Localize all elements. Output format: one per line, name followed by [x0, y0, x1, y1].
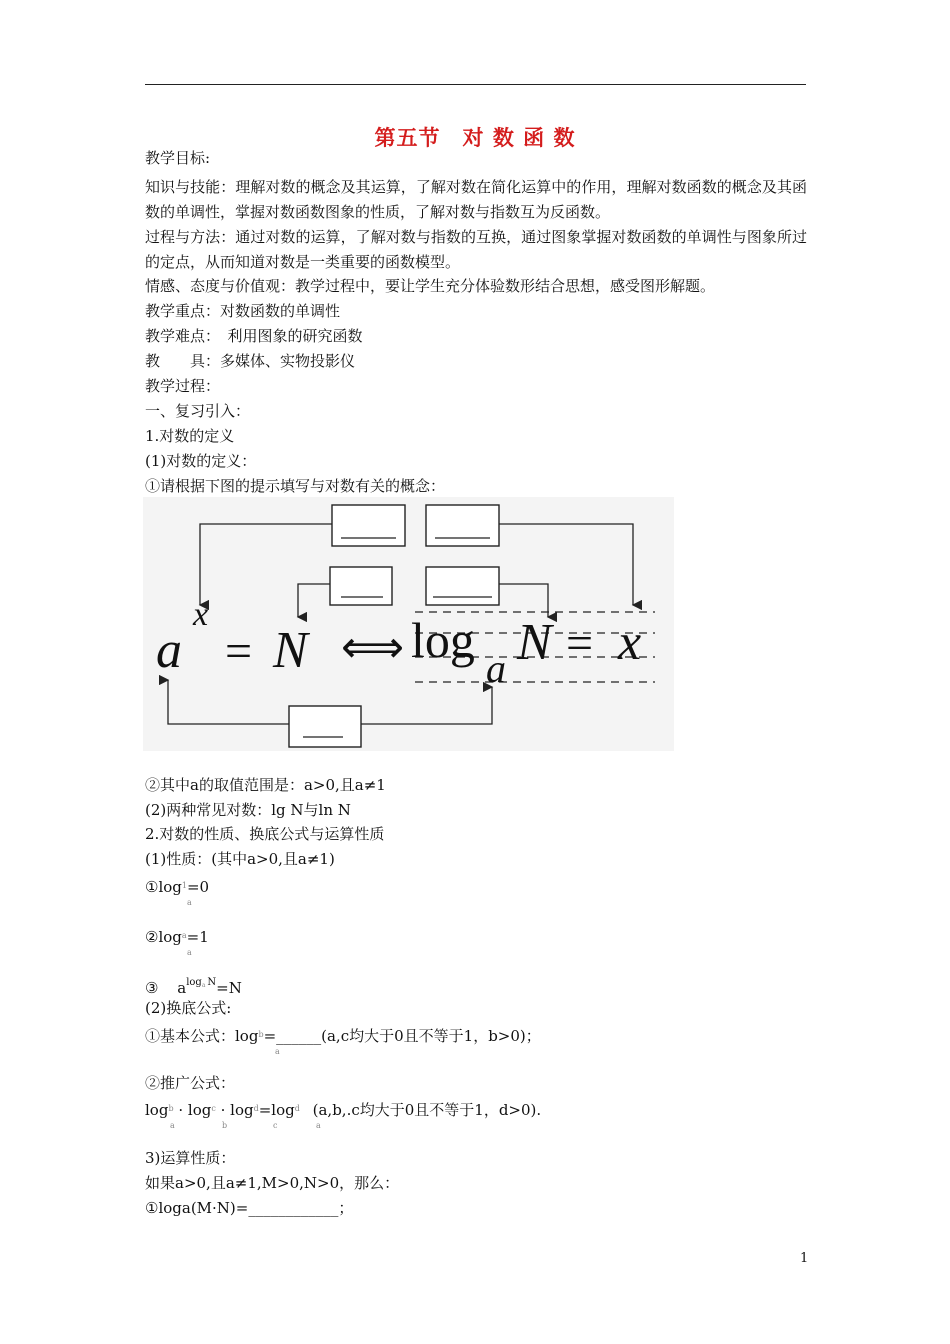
- property-1-sup: 1: [181, 881, 187, 890]
- general-base-1: a: [170, 1121, 175, 1130]
- review-heading: 一、复习引入：: [145, 402, 251, 420]
- basic-formula-sup: b: [258, 1030, 264, 1039]
- property-2-prefix: ②log: [145, 928, 182, 946]
- fill-box-top-left: [332, 505, 405, 546]
- common-logs-line: (2)两种常见对数：lg N与ln N: [145, 801, 351, 819]
- range-line: ②其中a的取值范围是：a>0,且a≠1: [145, 776, 386, 794]
- general-formula-heading: ②推广公式：: [145, 1074, 236, 1092]
- general-conditions: (a,b,.c均大于0且不等于1，d>0).: [312, 1101, 542, 1119]
- property-3-base: a: [177, 979, 187, 997]
- property-2: [145, 926, 209, 947]
- general-dot-2: ·: [220, 1101, 226, 1119]
- property-3-prefix: ③: [145, 979, 159, 997]
- fill-box-bottom: [289, 706, 361, 747]
- property-1-suffix: =0: [186, 878, 210, 896]
- general-log-1: log: [145, 1101, 169, 1119]
- procedure-label: 教学过程：: [145, 377, 221, 395]
- general-base-2: b: [222, 1121, 228, 1130]
- lhs-exponent: x: [193, 596, 209, 633]
- lhs-equals: =: [225, 625, 253, 678]
- fill-box-mid-right: [426, 567, 499, 605]
- property-2-base: a: [187, 948, 192, 957]
- properties-heading: 2.对数的性质、换底公式与运算性质: [145, 825, 385, 843]
- operations-conditions: 如果a>0,且a≠1,M>0,N>0，那么：: [145, 1174, 400, 1192]
- page-number: 1: [800, 1251, 809, 1266]
- emotion-values: 情感、态度与价值观：教学过程中，要让学生充分体验数形结合思想，感受图形解题。: [145, 277, 716, 295]
- definition-subheading: (1)对数的定义：: [145, 452, 257, 470]
- general-equals-log: =log: [258, 1101, 295, 1119]
- properties-subheading: (1)性质：(其中a>0,且a≠1): [145, 850, 335, 868]
- equivalence-arrow: ⟺: [341, 623, 405, 672]
- objectives-label: 教学目标:: [145, 149, 211, 167]
- general-base-4: a: [316, 1121, 321, 1130]
- property-3-exp: log: [186, 977, 202, 988]
- teaching-tools: 教 具：多媒体、实物投影仪: [145, 352, 356, 370]
- property-2-sup: a: [181, 931, 187, 940]
- log-definition-figure: [143, 497, 674, 751]
- general-formula: [145, 1099, 541, 1120]
- general-base-3: c: [273, 1121, 278, 1130]
- figure-diagram: [143, 497, 674, 751]
- process-method: 过程与方法：通过对数的运算，了解对数与指数的互换，通过图象掌握对数函数的单调性与图象所过的定点，从而知道对数是一类重要的函数模型。: [145, 228, 807, 271]
- operation-1: ①loga(M·N)=____________；: [145, 1199, 354, 1217]
- lhs-n: N: [273, 622, 308, 679]
- general-dot-1: ·: [178, 1101, 184, 1119]
- basic-formula-base: a: [275, 1047, 280, 1056]
- property-3-exp-n: N: [207, 977, 217, 988]
- basic-formula-prefix: ①基本公式：log: [145, 1027, 259, 1045]
- operations-heading: 3)运算性质：: [145, 1149, 236, 1167]
- rhs-base: a: [486, 646, 506, 691]
- general-log-1-sup: b: [168, 1104, 174, 1113]
- rhs-log: log: [411, 612, 475, 668]
- general-log-3: log: [230, 1101, 254, 1119]
- fill-prompt: ①请根据下图的提示填写与对数有关的概念：: [145, 477, 446, 495]
- fill-box-mid-left: [330, 567, 392, 605]
- lhs-base: a: [156, 622, 182, 679]
- property-1-base: a: [187, 898, 192, 907]
- page-title: 第五节 对 数 函 数: [374, 125, 576, 150]
- basic-formula-conditions: (a,c均大于0且不等于1，b>0)；: [321, 1027, 541, 1045]
- basic-formula-blank: =______: [263, 1027, 322, 1045]
- difficulty: 教学难点： 利用图象的研究函数: [145, 327, 363, 345]
- fill-box-top-right: [426, 505, 499, 546]
- rhs-equals: =: [566, 617, 594, 670]
- general-log-4-sup: d: [294, 1104, 300, 1113]
- property-1: [145, 876, 209, 897]
- rhs-n: N: [517, 614, 552, 671]
- property-3: [145, 973, 242, 998]
- general-log-2: log: [187, 1101, 212, 1119]
- basic-formula: [145, 1025, 541, 1046]
- change-of-base-heading: (2)换底公式:: [145, 999, 232, 1017]
- property-1-prefix: ①log: [145, 878, 182, 896]
- general-log-3-sup: d: [253, 1104, 259, 1113]
- key-point: 教学重点：对数函数的单调性: [145, 302, 341, 320]
- rhs-x: x: [618, 614, 642, 671]
- knowledge-skills: 知识与技能：理解对数的概念及其运算，了解对数在简化运算中的作用，理解对数函数的概念及其函数的单调性，掌握对数函数图象的性质，了解对数与指数互为反函数。: [145, 178, 807, 221]
- header-rule: [145, 84, 806, 85]
- property-3-exp-sub: a: [201, 982, 206, 989]
- property-2-suffix: =1: [186, 928, 209, 946]
- general-log-2-sup: c: [211, 1104, 216, 1113]
- definition-heading: 1.对数的定义: [145, 427, 235, 445]
- property-3-suffix: =N: [216, 979, 242, 997]
